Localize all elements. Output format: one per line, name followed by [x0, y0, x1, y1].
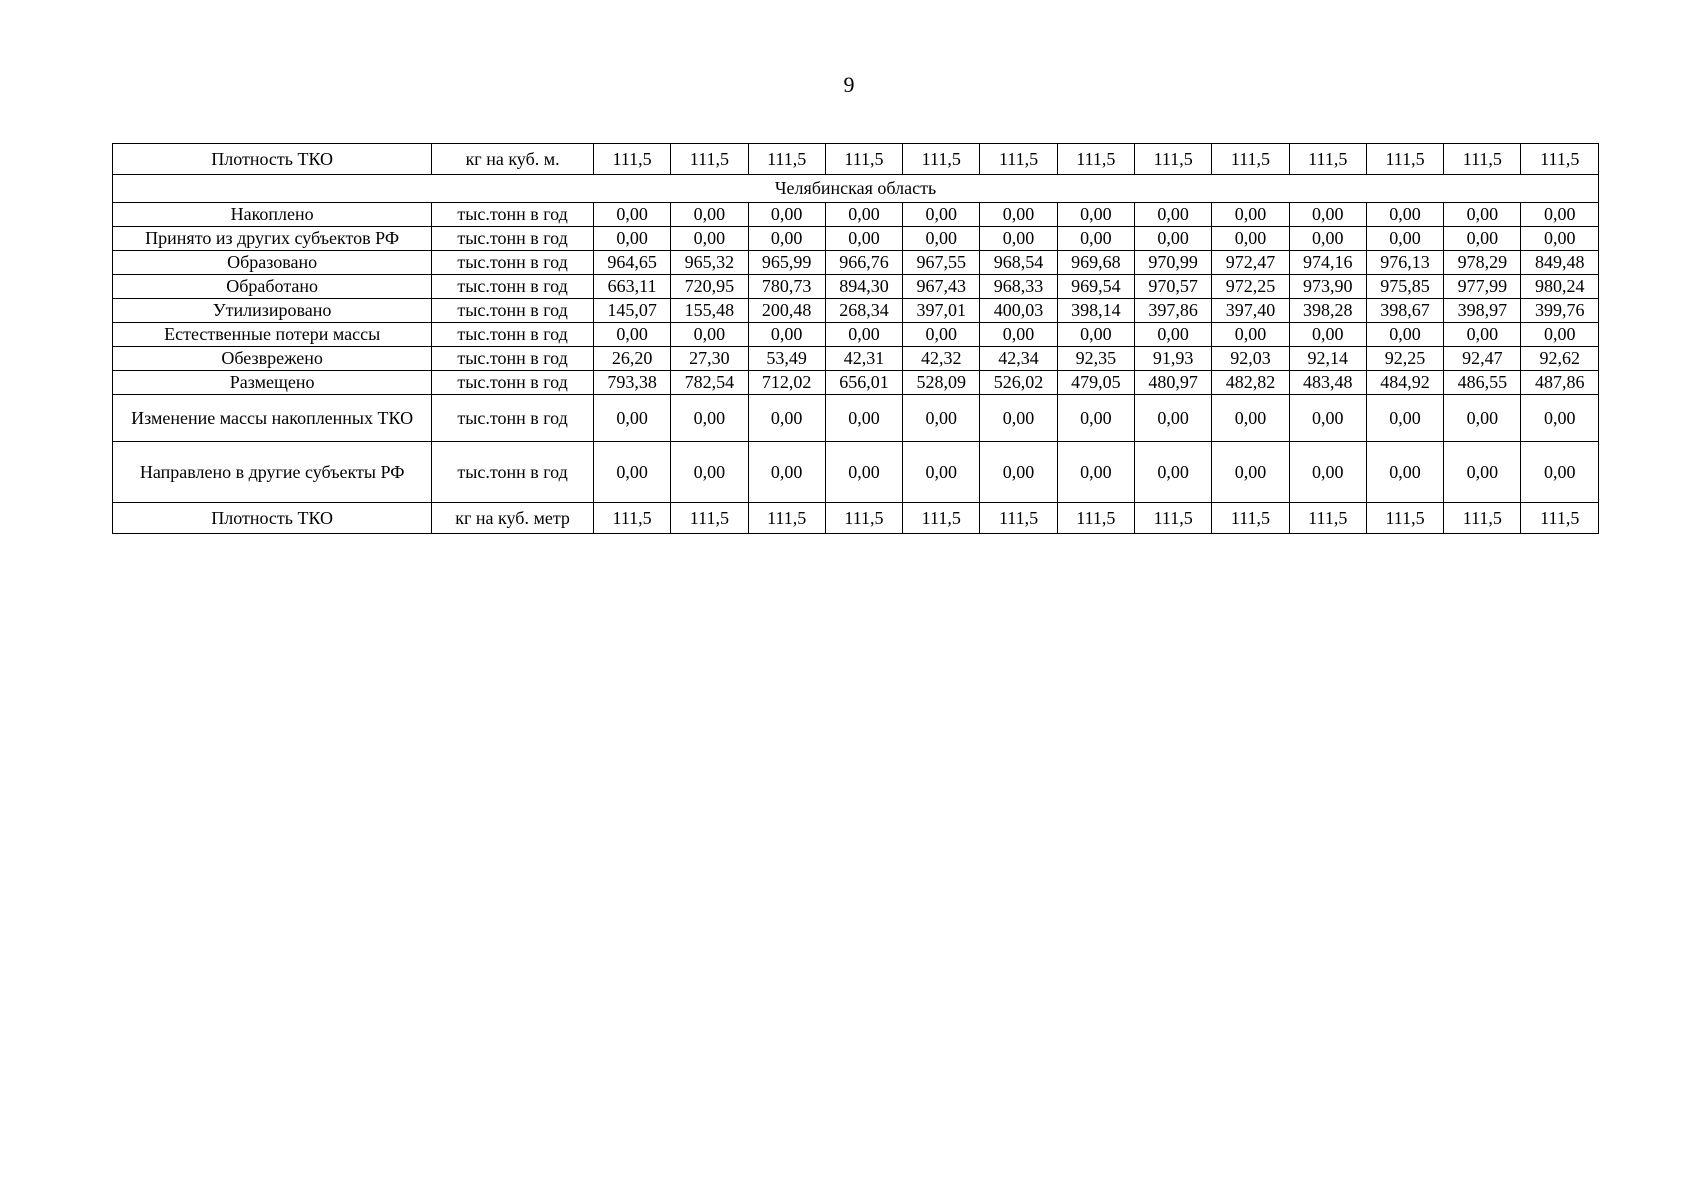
- value-cell: 0,00: [593, 227, 670, 251]
- value-cell: 849,48: [1521, 251, 1599, 275]
- value-cell: 0,00: [980, 227, 1057, 251]
- value-cell: 92,25: [1366, 347, 1443, 371]
- value-cell: 480,97: [1135, 371, 1212, 395]
- value-cell: 0,00: [748, 442, 825, 503]
- value-cell: 0,00: [593, 203, 670, 227]
- table-row: [113, 323, 1599, 347]
- table-row: [113, 203, 1599, 227]
- value-cell: 400,03: [980, 299, 1057, 323]
- row-unit: тыс.тонн в год: [432, 203, 594, 227]
- value-cell: 0,00: [748, 203, 825, 227]
- value-cell: 972,47: [1212, 251, 1289, 275]
- table-body: [113, 144, 1599, 534]
- value-cell: 0,00: [671, 323, 748, 347]
- value-cell: 0,00: [1289, 395, 1366, 442]
- value-cell: 976,13: [1366, 251, 1443, 275]
- value-cell: 0,00: [1135, 203, 1212, 227]
- row-label: Накоплено: [113, 203, 432, 227]
- value-cell: 0,00: [1212, 203, 1289, 227]
- value-cell: 0,00: [1057, 442, 1134, 503]
- value-cell: 964,65: [593, 251, 670, 275]
- value-cell: 972,25: [1212, 275, 1289, 299]
- value-cell: 0,00: [1521, 203, 1599, 227]
- value-cell: 0,00: [825, 442, 902, 503]
- value-cell: 793,38: [593, 371, 670, 395]
- value-cell: 968,33: [980, 275, 1057, 299]
- row-unit: кг на куб. метр: [432, 503, 594, 534]
- value-cell: 111,5: [1135, 144, 1212, 175]
- value-cell: 0,00: [593, 442, 670, 503]
- value-cell: 111,5: [825, 144, 902, 175]
- row-label: Плотность ТКО: [113, 144, 432, 175]
- section-title: Челябинская область: [113, 175, 1599, 203]
- value-cell: 145,07: [593, 299, 670, 323]
- value-cell: 969,68: [1057, 251, 1134, 275]
- value-cell: 92,62: [1521, 347, 1599, 371]
- value-cell: 111,5: [593, 144, 670, 175]
- value-cell: 482,82: [1212, 371, 1289, 395]
- value-cell: 0,00: [1444, 323, 1521, 347]
- value-cell: 782,54: [671, 371, 748, 395]
- value-cell: 111,5: [1444, 144, 1521, 175]
- value-cell: 0,00: [1366, 442, 1443, 503]
- value-cell: 980,24: [1521, 275, 1599, 299]
- value-cell: 0,00: [1521, 227, 1599, 251]
- value-cell: 0,00: [1135, 395, 1212, 442]
- row-unit: кг на куб. м.: [432, 144, 594, 175]
- row-unit: тыс.тонн в год: [432, 347, 594, 371]
- value-cell: 111,5: [1057, 503, 1134, 534]
- value-cell: 111,5: [748, 144, 825, 175]
- value-cell: 111,5: [980, 144, 1057, 175]
- table-row: [113, 395, 1599, 442]
- section-row: [113, 175, 1599, 203]
- row-unit: тыс.тонн в год: [432, 442, 594, 503]
- waste-balance-table: [112, 143, 1599, 534]
- value-cell: 0,00: [1135, 227, 1212, 251]
- value-cell: 398,14: [1057, 299, 1134, 323]
- value-cell: 0,00: [825, 395, 902, 442]
- table-container: [112, 143, 1599, 534]
- row-label: Направлено в другие субъекты РФ: [113, 442, 432, 503]
- value-cell: 0,00: [1444, 395, 1521, 442]
- value-cell: 0,00: [1444, 442, 1521, 503]
- value-cell: 965,32: [671, 251, 748, 275]
- row-unit: тыс.тонн в год: [432, 371, 594, 395]
- value-cell: 111,5: [1521, 144, 1599, 175]
- value-cell: 53,49: [748, 347, 825, 371]
- value-cell: 0,00: [593, 323, 670, 347]
- value-cell: 0,00: [1444, 203, 1521, 227]
- value-cell: 111,5: [1289, 503, 1366, 534]
- value-cell: 0,00: [1521, 442, 1599, 503]
- value-cell: 0,00: [1366, 227, 1443, 251]
- value-cell: 720,95: [671, 275, 748, 299]
- value-cell: 656,01: [825, 371, 902, 395]
- value-cell: 968,54: [980, 251, 1057, 275]
- value-cell: 42,34: [980, 347, 1057, 371]
- table-row: [113, 442, 1599, 503]
- value-cell: 0,00: [1366, 395, 1443, 442]
- value-cell: 398,67: [1366, 299, 1443, 323]
- row-unit: тыс.тонн в год: [432, 227, 594, 251]
- row-label: Обработано: [113, 275, 432, 299]
- value-cell: 111,5: [1212, 503, 1289, 534]
- value-cell: 27,30: [671, 347, 748, 371]
- value-cell: 0,00: [1289, 203, 1366, 227]
- value-cell: 973,90: [1289, 275, 1366, 299]
- value-cell: 0,00: [748, 323, 825, 347]
- value-cell: 111,5: [825, 503, 902, 534]
- value-cell: 0,00: [748, 227, 825, 251]
- value-cell: 111,5: [1212, 144, 1289, 175]
- value-cell: 483,48: [1289, 371, 1366, 395]
- value-cell: 42,31: [825, 347, 902, 371]
- value-cell: 479,05: [1057, 371, 1134, 395]
- value-cell: 0,00: [1521, 323, 1599, 347]
- row-unit: тыс.тонн в год: [432, 275, 594, 299]
- value-cell: 0,00: [903, 203, 980, 227]
- value-cell: 0,00: [671, 442, 748, 503]
- value-cell: 0,00: [1444, 227, 1521, 251]
- value-cell: 978,29: [1444, 251, 1521, 275]
- table-row: [113, 299, 1599, 323]
- value-cell: 526,02: [980, 371, 1057, 395]
- table-row: [113, 503, 1599, 534]
- value-cell: 0,00: [980, 442, 1057, 503]
- value-cell: 975,85: [1366, 275, 1443, 299]
- row-unit: тыс.тонн в год: [432, 251, 594, 275]
- row-unit: тыс.тонн в год: [432, 299, 594, 323]
- value-cell: 111,5: [1057, 144, 1134, 175]
- row-label: Плотность ТКО: [113, 503, 432, 534]
- value-cell: 0,00: [1212, 227, 1289, 251]
- value-cell: 974,16: [1289, 251, 1366, 275]
- value-cell: 0,00: [1057, 203, 1134, 227]
- value-cell: 92,03: [1212, 347, 1289, 371]
- value-cell: 0,00: [593, 395, 670, 442]
- value-cell: 712,02: [748, 371, 825, 395]
- value-cell: 970,99: [1135, 251, 1212, 275]
- value-cell: 894,30: [825, 275, 902, 299]
- value-cell: 484,92: [1366, 371, 1443, 395]
- value-cell: 969,54: [1057, 275, 1134, 299]
- value-cell: 26,20: [593, 347, 670, 371]
- table-row: [113, 227, 1599, 251]
- value-cell: 965,99: [748, 251, 825, 275]
- value-cell: 111,5: [903, 144, 980, 175]
- value-cell: 398,28: [1289, 299, 1366, 323]
- value-cell: 0,00: [671, 395, 748, 442]
- table-row: [113, 275, 1599, 299]
- page-number: 9: [843, 72, 855, 97]
- value-cell: 0,00: [671, 203, 748, 227]
- value-cell: 486,55: [1444, 371, 1521, 395]
- value-cell: 0,00: [1366, 203, 1443, 227]
- value-cell: 111,5: [1444, 503, 1521, 534]
- value-cell: 977,99: [1444, 275, 1521, 299]
- value-cell: 397,01: [903, 299, 980, 323]
- value-cell: 111,5: [748, 503, 825, 534]
- value-cell: 268,34: [825, 299, 902, 323]
- value-cell: 487,86: [1521, 371, 1599, 395]
- value-cell: 0,00: [1521, 395, 1599, 442]
- value-cell: 0,00: [1135, 442, 1212, 503]
- value-cell: 42,32: [903, 347, 980, 371]
- table-row: [113, 347, 1599, 371]
- value-cell: 0,00: [1366, 323, 1443, 347]
- value-cell: 0,00: [1135, 323, 1212, 347]
- value-cell: 0,00: [825, 323, 902, 347]
- value-cell: 111,5: [1366, 503, 1443, 534]
- value-cell: 528,09: [903, 371, 980, 395]
- value-cell: 663,11: [593, 275, 670, 299]
- value-cell: 780,73: [748, 275, 825, 299]
- value-cell: 0,00: [671, 227, 748, 251]
- row-label: Принято из других субъектов РФ: [113, 227, 432, 251]
- value-cell: 0,00: [980, 323, 1057, 347]
- value-cell: 398,97: [1444, 299, 1521, 323]
- value-cell: 0,00: [903, 395, 980, 442]
- table-row: [113, 251, 1599, 275]
- value-cell: 0,00: [903, 323, 980, 347]
- value-cell: 0,00: [1289, 442, 1366, 503]
- value-cell: 111,5: [671, 503, 748, 534]
- value-cell: 155,48: [671, 299, 748, 323]
- value-cell: 0,00: [980, 203, 1057, 227]
- value-cell: 0,00: [1212, 323, 1289, 347]
- value-cell: 0,00: [1212, 395, 1289, 442]
- row-unit: тыс.тонн в год: [432, 395, 594, 442]
- value-cell: 111,5: [1289, 144, 1366, 175]
- value-cell: 111,5: [1135, 503, 1212, 534]
- value-cell: 91,93: [1135, 347, 1212, 371]
- value-cell: 0,00: [903, 442, 980, 503]
- value-cell: 967,55: [903, 251, 980, 275]
- value-cell: 966,76: [825, 251, 902, 275]
- value-cell: 111,5: [1521, 503, 1599, 534]
- value-cell: 967,43: [903, 275, 980, 299]
- value-cell: 397,40: [1212, 299, 1289, 323]
- value-cell: 0,00: [903, 227, 980, 251]
- table-row: [113, 371, 1599, 395]
- value-cell: 0,00: [980, 395, 1057, 442]
- table-row: [113, 144, 1599, 175]
- value-cell: 111,5: [903, 503, 980, 534]
- value-cell: 0,00: [825, 203, 902, 227]
- value-cell: 111,5: [980, 503, 1057, 534]
- value-cell: 0,00: [748, 395, 825, 442]
- value-cell: 0,00: [825, 227, 902, 251]
- value-cell: 111,5: [1366, 144, 1443, 175]
- value-cell: 0,00: [1057, 323, 1134, 347]
- value-cell: 0,00: [1057, 395, 1134, 442]
- row-label: Размещено: [113, 371, 432, 395]
- row-unit: тыс.тонн в год: [432, 323, 594, 347]
- value-cell: 0,00: [1289, 227, 1366, 251]
- value-cell: 397,86: [1135, 299, 1212, 323]
- value-cell: 0,00: [1057, 227, 1134, 251]
- row-label: Изменение массы накопленных ТКО: [113, 395, 432, 442]
- value-cell: 0,00: [1289, 323, 1366, 347]
- value-cell: 92,14: [1289, 347, 1366, 371]
- row-label: Обезврежено: [113, 347, 432, 371]
- value-cell: 399,76: [1521, 299, 1599, 323]
- row-label: Естественные потери массы: [113, 323, 432, 347]
- value-cell: 200,48: [748, 299, 825, 323]
- row-label: Образовано: [113, 251, 432, 275]
- value-cell: 0,00: [1212, 442, 1289, 503]
- value-cell: 111,5: [671, 144, 748, 175]
- row-label: Утилизировано: [113, 299, 432, 323]
- value-cell: 92,35: [1057, 347, 1134, 371]
- value-cell: 92,47: [1444, 347, 1521, 371]
- value-cell: 970,57: [1135, 275, 1212, 299]
- value-cell: 111,5: [593, 503, 670, 534]
